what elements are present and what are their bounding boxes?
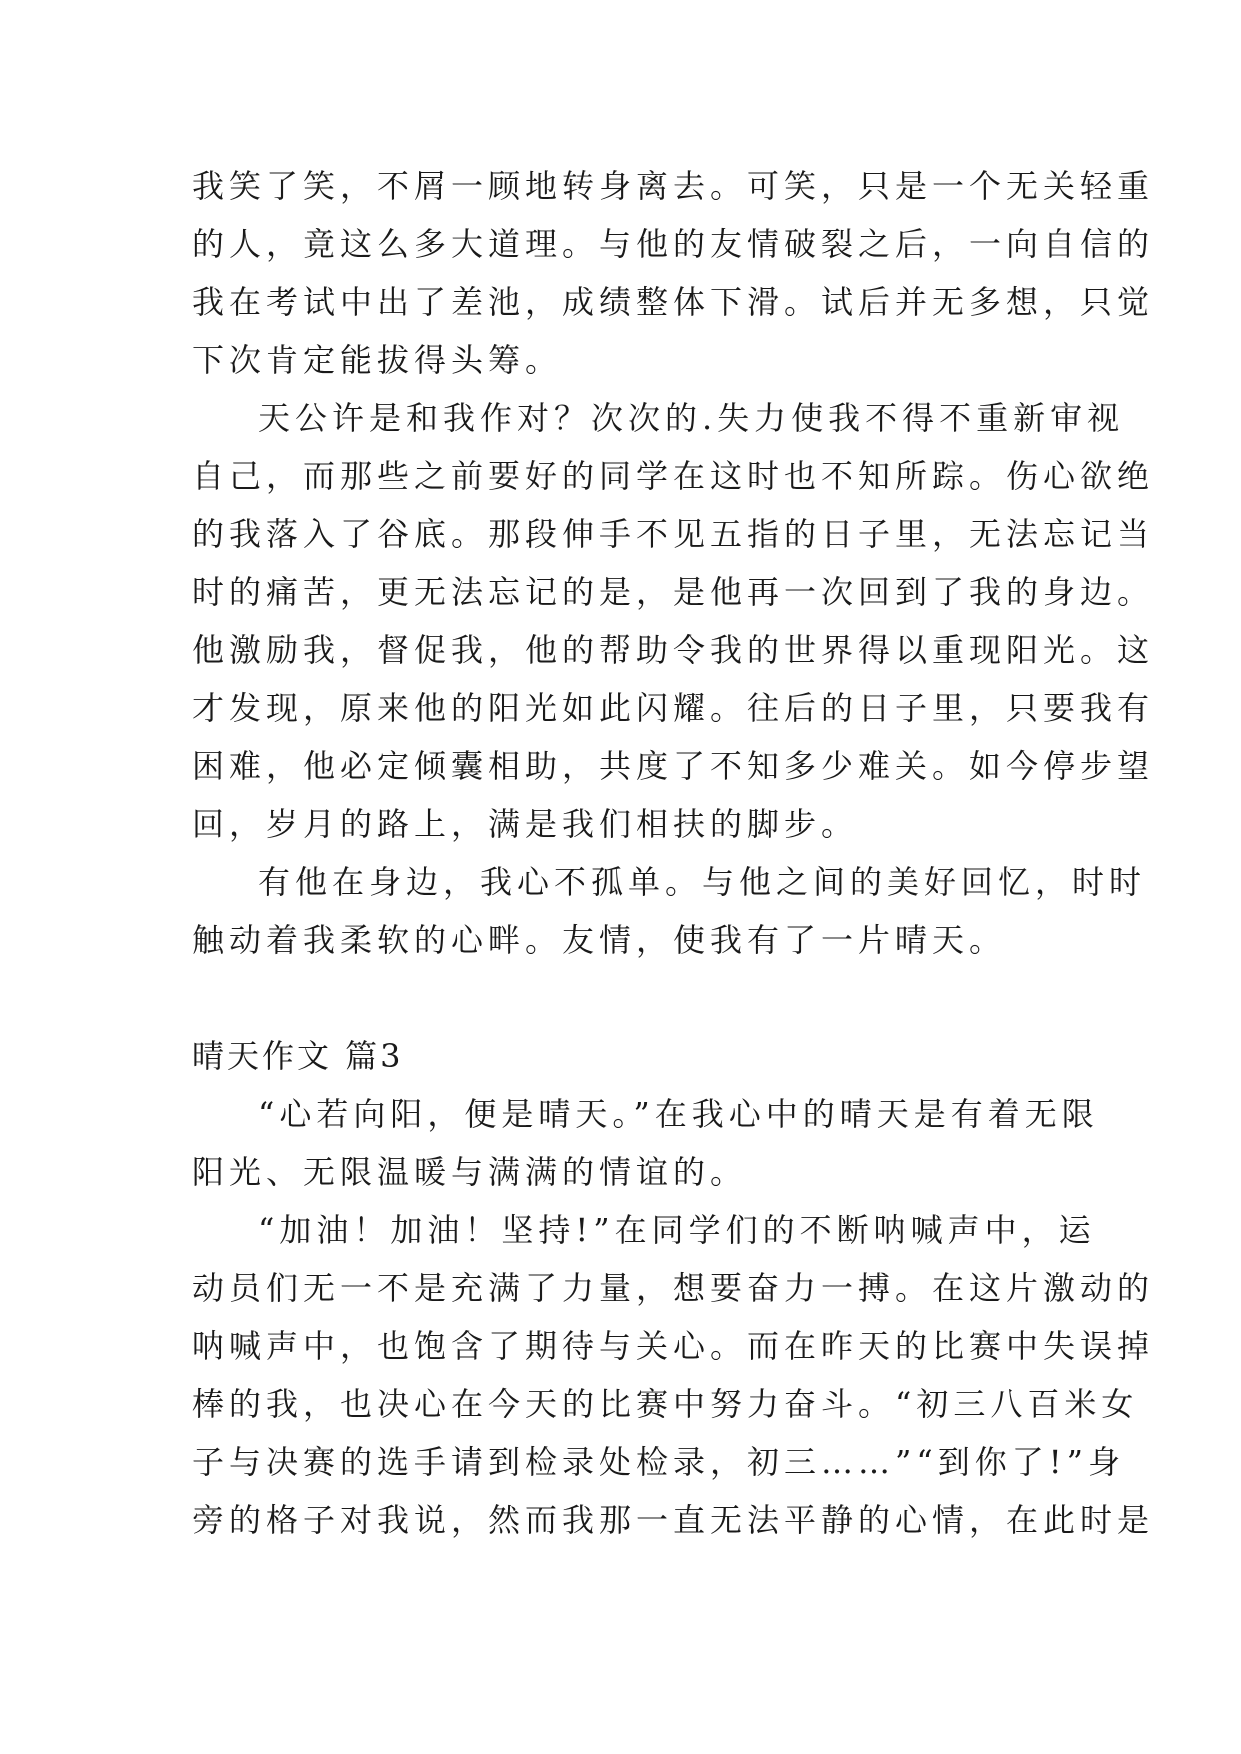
text-line: 回，岁月的路上，满是我们相扶的脚步。: [192, 805, 859, 843]
text-line: 才发现，原来他的阳光如此闪耀。往后的日子里，只要我有: [192, 689, 1155, 727]
paragraph-start-line: “加油！加油！坚持!”在同学们的不断呐喊声中，运: [258, 1211, 1096, 1249]
text-line: 触动着我柔软的心畔。友情，使我有了一片晴天。: [192, 921, 1007, 959]
text-line: 棒的我，也决心在今天的比赛中努力奋斗。“初三八百米女: [192, 1385, 1139, 1423]
text-line: 的人，竟这么多大道理。与他的友情破裂之后，一向自信的: [192, 225, 1155, 263]
text-line: 呐喊声中，也饱含了期待与关心。而在昨天的比赛中失误掉: [192, 1327, 1155, 1365]
text-line: 旁的格子对我说，然而我那一直无法平静的心情，在此时是: [192, 1501, 1155, 1539]
paragraph-start-line: 天公许是和我作对？次次的.失力使我不得不重新审视: [258, 399, 1125, 437]
paragraph-start-line: 有他在身边，我心不孤单。与他之间的美好回忆，时时: [258, 863, 1147, 901]
text-line: 时的痛苦，更无法忘记的是，是他再一次回到了我的身边。: [192, 573, 1155, 611]
text-line: 自己，而那些之前要好的同学在这时也不知所踪。伤心欲绝: [192, 457, 1155, 495]
text-line: 阳光、无限温暖与满满的情谊的。: [192, 1153, 748, 1191]
text-line: 子与决赛的选手请到检录处检录，初三……”“到你了!”身: [192, 1443, 1125, 1481]
text-line: 困难，他必定倾囊相助，共度了不知多少难关。如今停步望: [192, 747, 1155, 785]
text-line: 动员们无一不是充满了力量，想要奋力一搏。在这片激动的: [192, 1269, 1155, 1307]
text-line: 他激励我，督促我，他的帮助令我的世界得以重现阳光。这: [192, 631, 1155, 669]
text-line: 下次肯定能拔得头筹。: [192, 341, 563, 379]
text-line: 我在考试中出了差池，成绩整体下滑。试后并无多想，只觉: [192, 283, 1155, 321]
text-line: 我笑了笑，不屑一顾地转身离去。可笑，只是一个无关轻重: [192, 167, 1155, 205]
text-line: 的我落入了谷底。那段伸手不见五指的日子里，无法忘记当: [192, 515, 1155, 553]
section-heading: 晴天作文 篇3: [192, 1037, 404, 1075]
paragraph-start-line: “心若向阳，便是晴天。”在我心中的晴天是有着无限: [258, 1095, 1099, 1133]
